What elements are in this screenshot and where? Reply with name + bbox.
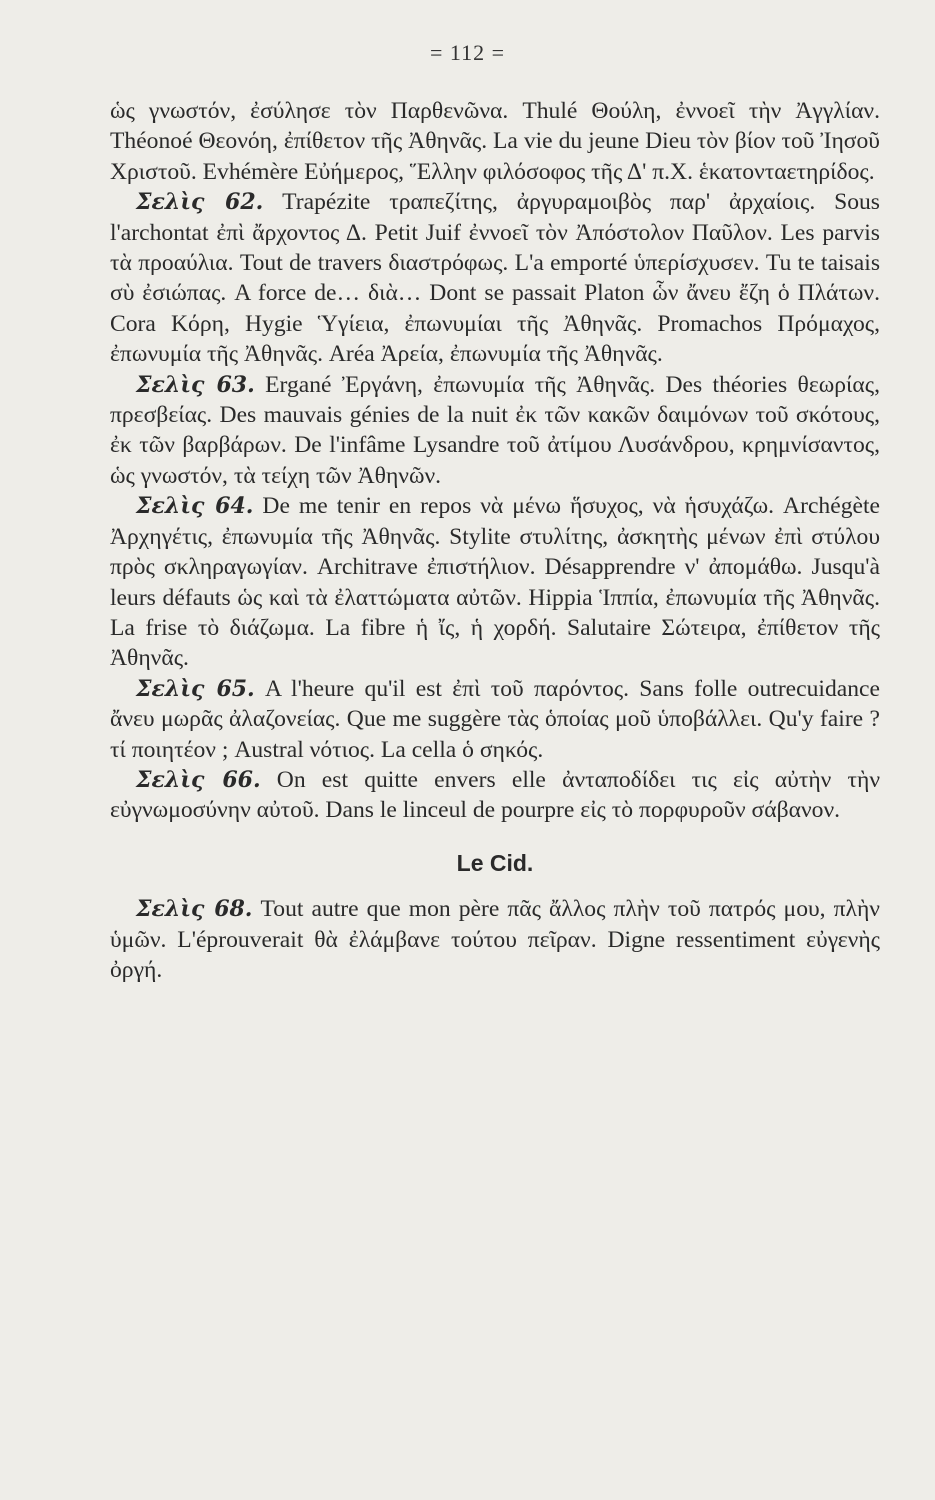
paragraph-page-66 xyxy=(110,765,880,826)
section-label: Σελὶς 68. xyxy=(136,896,253,923)
paragraph-text: Ergané Ἐργάνη, ἐπωνυμία τῆς Ἀθηνᾶς. Des théories θεωρίας, πρεσβείας. Des mauvais génies de la nuit ἐκ τῶν κακῶν δαιμόνων τοῦ σκότους, ἐκ τῶν βαρβάρων. De l'infâme Lysandre τοῦ ἀτίμου Λυσάνδρου, κρημνίσαντος, ὡς γνωστόν, τὰ τείχη τῶν Ἀθηνῶν. xyxy=(110,371,880,489)
paragraph-text: On est quitte envers elle ἀνταποδίδει τις εἰς αὐτὴν τὴν εὐγνωμοσύνην αὐτοῦ. Dans le linceul de pourpre εἰς τὸ πορφυροῦν σάβανον. xyxy=(110,766,880,824)
paragraph-page-64 xyxy=(110,491,880,673)
section-label: Σελὶς 64. xyxy=(136,493,254,520)
section-label: Σελὶς 66. xyxy=(136,766,261,793)
paragraph-page-65 xyxy=(110,674,880,765)
paragraph-text: Tout autre que mon père πᾶς ἄλλος πλὴν τοῦ πατρός μου, πλὴν ὑμῶν. L'éprouverait θὰ ἐλάμβανε τούτου πεῖραν. Digne ressentiment εὐγενὴς ὀργή. xyxy=(110,896,880,983)
paragraph-page-63 xyxy=(110,370,880,492)
paragraph-page-68 xyxy=(110,894,880,985)
section-label: Σελὶς 63. xyxy=(136,371,255,398)
paragraph-continued xyxy=(110,96,880,187)
page-body xyxy=(110,96,880,985)
paragraph-text: De me tenir en repos νὰ μένω ἥσυχος, νὰ ἡσυχάζω. Archégète Ἀρχηγέτις, ἐπωνυμία τῆς Ἀθηνᾶς. Stylite στυλίτης, ἀσκητὴς μένων ἐπὶ στύλου πρὸς σκληραγωγίαν. Architrave ἐπιστήλιον. Désapprendre ν' ἀπομάθω. Jusqu'à leurs défauts ὡς καὶ τὰ ἐλαττώματα αὐτῶν. Hippia Ἱππία, ἐπωνυμία τῆς Ἀθηνᾶς. La frise τὸ διάζωμα. La fibre ἡ ἴς, ἡ χορδή. Salutaire Σώτειρα, ἐπίθετον τῆς Ἀθηνᾶς. xyxy=(110,493,880,672)
section-heading: Le Cid. xyxy=(456,849,534,876)
paragraph-text: Trapézite τραπεζίτης, ἀργυραμοιβὸς παρ' ἀρχαίοις. Sous l'archontat ἐπὶ ἄρχοντος Δ. Petit Juif ἐννοεῖ τὸν Ἀπόστολον Παῦλον. Les parvis τὰ προαύλια. Tout de travers διαστρόφως. L'a emporté ὑπερίσχυσεν. Tu te taisais σὺ ἐσιώπας. A force de… διὰ… Dont se passait Platon ὧν ἄνευ ἔζη ὁ Πλάτων. Cora Κόρη, Hygie Ὑγίεια, ἐπωνυμίαι τῆς Ἀθηνᾶς. Promachos Πρόμαχος, ἐπωνυμία τῆς Ἀθηνᾶς. Aréa Ἀρεία, ἐπωνυμία τῆς Ἀθηνᾶς. xyxy=(110,189,880,368)
paragraph-page-62 xyxy=(110,187,880,369)
section-label: Σελὶς 65. xyxy=(136,675,255,702)
section-label: Σελὶς 62. xyxy=(136,189,264,216)
paragraph-text: A l'heure qu'il est ἐπὶ τοῦ παρόντος. Sans folle outrecuidance ἄνευ μωρᾶς ἀλαζονείας. Que me suggère τὰς ὁποίας μοῦ ὑποβάλλει. Qu'y faire ? τί ποιητέον ; Austral νότιος. La cella ὁ σηκός. xyxy=(110,675,880,763)
paragraph-text: ὡς γνωστόν, ἐσύλησε τὸν Παρθενῶνα. Thulé Θούλη, ἐννοεῖ τὴν Ἀγγλίαν. Théonoé Θεονόη, ἐπίθετον τῆς Ἀθηνᾶς. La vie du jeune Dieu τὸν βίον τοῦ Ἰησοῦ Χριστοῦ. Evhémère Εὐήμερος, Ἕλλην φιλόσοφος τῆς Δ' π.Χ. ἑκατονταετηρίδος. xyxy=(110,98,880,185)
page-number: = 112 = xyxy=(430,40,505,65)
